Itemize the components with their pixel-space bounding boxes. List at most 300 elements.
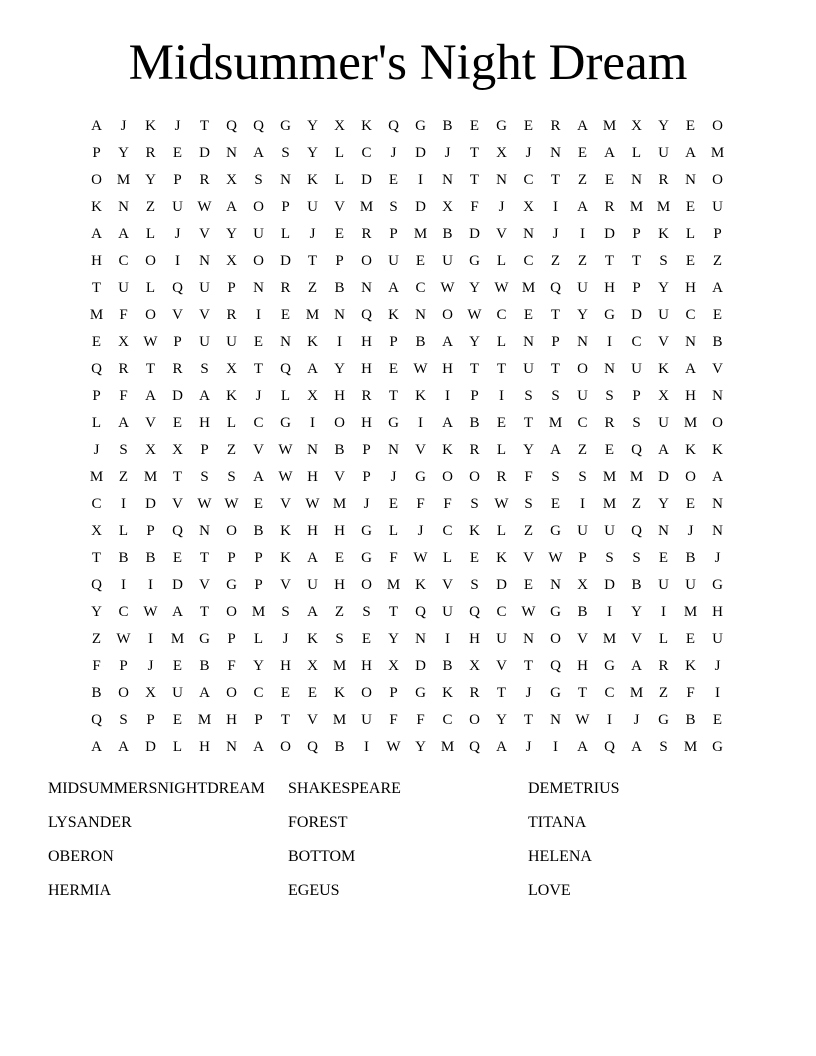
grid-letter: Q [469,604,480,620]
grid-letter: K [280,523,291,539]
grid-letter: A [550,442,561,458]
grid-letter: W [467,307,482,323]
grid-letter: S [200,469,209,485]
grid-letter: L [658,631,669,647]
grid-letter: S [389,199,398,215]
grid-letter: O [442,469,453,485]
grid-letter: C [361,145,372,161]
grid-letter: E [388,172,399,188]
page-title: Midsummer's Night Dream [128,35,688,91]
grid-letter: U [496,631,507,647]
grid-letter: P [632,388,641,404]
grid-letter: T [496,685,507,701]
grid-letter: Y [253,658,264,674]
grid-letter: O [442,307,453,323]
grid-letter: P [362,442,371,458]
grid-letter: E [172,415,183,431]
grid-letter: T [199,604,210,620]
grid-letter: J [309,226,316,242]
grid-letter: Y [658,496,669,512]
grid-letter: O [145,253,156,269]
grid-letter: H [361,415,372,431]
grid-letter: U [253,226,264,242]
grid-letter: S [281,145,290,161]
grid-letter: Y [91,604,102,620]
grid-letter: C [442,523,453,539]
grid-letter: M [521,280,536,296]
grid-letter: U [226,334,237,350]
grid-letter: W [521,604,536,620]
grid-letter: A [307,550,318,566]
grid-letter: K [361,118,372,134]
grid-letter: N [523,631,534,647]
grid-letter: E [523,118,534,134]
grid-letter: C [523,172,534,188]
grid-letter: A [91,118,102,134]
grid-letter: D [145,496,156,512]
grid-letter: N [226,145,237,161]
grid-letter: M [440,739,455,755]
grid-letter: H [226,712,237,728]
grid-row [83,437,733,464]
grid-letter: O [361,685,372,701]
grid-letter: S [524,496,533,512]
grid-letter: I [256,307,261,323]
grid-letter: Q [91,712,102,728]
grid-letter: R [604,199,615,215]
grid-letter: T [280,712,291,728]
grid-letter: G [658,712,669,728]
grid-letter: M [683,415,698,431]
grid-letter: J [525,145,532,161]
grid-letter: H [577,658,588,674]
grid-letter: G [604,658,615,674]
grid-letter: D [658,469,669,485]
grid-letter: R [658,658,669,674]
grid-letter: E [604,442,615,458]
grid-letter: T [577,685,588,701]
grid-letter: T [631,253,642,269]
grid-letter: B [469,415,480,431]
grid-letter: Y [658,280,669,296]
grid-letter: V [712,361,723,377]
grid-letter: D [280,253,291,269]
grid-letter: D [469,226,480,242]
grid-letter: S [659,739,668,755]
grid-letter: K [442,442,453,458]
grid-letter: M [305,307,320,323]
grid-letter: G [550,523,561,539]
grid-letter: H [334,523,345,539]
grid-letter: B [253,523,264,539]
grid-letter: B [145,550,156,566]
grid-letter: B [712,334,723,350]
grid-letter: J [363,496,370,512]
grid-letter: Q [91,361,102,377]
grid-letter: D [145,739,156,755]
grid-letter: F [227,658,236,674]
grid-letter: S [551,469,560,485]
grid-letter: M [629,469,644,485]
grid-letter: F [92,658,101,674]
grid-letter: G [415,685,426,701]
grid-letter: R [604,415,615,431]
grid-letter: H [685,280,696,296]
grid-letter: U [442,604,453,620]
grid-letter: B [415,334,426,350]
grid-letter: W [116,631,131,647]
grid-letter: L [172,739,183,755]
grid-letter: M [332,712,347,728]
grid-letter: P [146,712,155,728]
grid-letter: B [631,577,642,593]
grid-letter: S [281,604,290,620]
grid-letter: P [389,334,398,350]
grid-letter: O [550,631,561,647]
grid-letter: I [607,334,612,350]
grid-letter: P [470,388,479,404]
grid-letter: I [418,172,423,188]
grid-letter: O [226,604,237,620]
grid-letter: H [91,253,102,269]
grid-letter: O [469,712,480,728]
grid-letter: Q [415,604,426,620]
grid-letter: M [386,577,401,593]
grid-letter: F [389,550,398,566]
grid-letter: E [550,496,561,512]
grid-letter: R [658,172,669,188]
grid-letter: B [118,550,129,566]
grid-letter: E [280,307,291,323]
grid-letter: G [280,415,291,431]
grid-letter: K [685,658,696,674]
grid-letter: Y [307,145,318,161]
grid-letter: A [91,739,102,755]
grid-letter: N [226,739,237,755]
grid-letter: U [388,253,399,269]
grid-letter: L [280,226,291,242]
grid-letter: Z [145,199,156,215]
grid-letter: E [253,496,264,512]
grid-letter: U [712,199,723,215]
grid-letter: B [685,550,696,566]
grid-letter: J [147,658,154,674]
grid-letter: V [280,577,291,593]
grid-letter: V [172,496,183,512]
grid-letter: S [470,496,479,512]
grid-letter: K [658,361,669,377]
grid-letter: P [335,253,344,269]
grid-letter: V [145,415,156,431]
grid-letter: K [496,550,507,566]
grid-letter: K [91,199,102,215]
grid-letter: Q [631,442,642,458]
grid-letter: I [121,577,126,593]
grid-letter: K [415,388,426,404]
grid-letter: R [361,226,372,242]
grid-letter: R [361,388,372,404]
grid-letter: M [170,631,185,647]
grid-letter: G [469,253,480,269]
grid-letter: X [226,361,237,377]
grid-letter: K [388,307,399,323]
grid-letter: A [388,280,399,296]
grid-letter: E [415,253,426,269]
grid-letter: P [254,712,263,728]
grid-letter: A [199,388,210,404]
grid-letter: E [280,685,291,701]
grid-letter: R [199,172,210,188]
grid-letter: T [307,253,318,269]
grid-letter: B [334,280,345,296]
grid-letter: J [255,388,262,404]
grid-letter: S [119,442,128,458]
grid-letter: J [282,631,289,647]
grid-letter: D [172,577,183,593]
grid-letter: V [199,577,210,593]
grid-letter: X [496,145,507,161]
grid-letter: H [334,388,345,404]
grid-letter: D [361,172,372,188]
grid-letter: P [389,226,398,242]
grid-letter: S [362,604,371,620]
grid-letter: B [442,226,453,242]
grid-letter: M [602,496,617,512]
grid-letter: V [199,307,210,323]
grid-letter: V [577,631,588,647]
grid-letter: Q [550,658,561,674]
grid-letter: W [494,496,509,512]
grid-row [83,734,733,761]
grid-letter: I [499,388,504,404]
grid-letter: J [714,658,721,674]
grid-letter: U [712,631,723,647]
grid-letter: L [496,253,507,269]
grid-letter: V [307,712,318,728]
grid-letter: J [444,145,451,161]
grid-letter: A [631,658,642,674]
grid-letter: O [226,523,237,539]
grid-letter: C [442,712,453,728]
grid-letter: S [578,469,587,485]
grid-letter: I [580,226,585,242]
grid-letter: A [307,361,318,377]
grid-letter: O [145,307,156,323]
grid-letter: F [416,712,425,728]
grid-letter: A [496,739,507,755]
grid-letter: Q [280,361,291,377]
grid-letter: E [172,550,183,566]
grid-row [83,599,733,626]
grid-row [83,275,733,302]
grid-letter: M [332,658,347,674]
grid-row [83,329,733,356]
grid-letter: E [685,496,696,512]
grid-letter: I [553,199,558,215]
grid-letter: Y [469,280,480,296]
grid-letter: M [332,496,347,512]
grid-row [83,113,733,140]
grid-letter: P [254,577,263,593]
grid-letter: M [656,199,671,215]
grid-letter: J [93,442,100,458]
grid-letter: T [388,604,399,620]
grid-letter: J [390,469,397,485]
grid-letter: T [523,658,534,674]
grid-letter: N [550,712,561,728]
grid-letter: T [550,361,561,377]
grid-letter: Q [388,118,399,134]
grid-letter: U [118,280,129,296]
grid-letter: T [550,307,561,323]
grid-letter: X [469,658,480,674]
grid-letter: H [442,361,453,377]
grid-letter: O [253,253,264,269]
grid-letter: L [496,523,507,539]
grid-letter: S [335,631,344,647]
grid-letter: F [686,685,695,701]
grid-letter: A [712,280,723,296]
grid-letter: O [712,172,723,188]
grid-row [83,545,733,572]
grid-letter: N [712,388,723,404]
grid-letter: P [119,658,128,674]
grid-letter: S [200,361,209,377]
grid-letter: R [550,118,561,134]
grid-letter: B [91,685,102,701]
grid-letter: H [361,361,372,377]
grid-letter: T [145,361,156,377]
grid-letter: K [469,523,480,539]
grid-row [83,518,733,545]
grid-letter: W [548,550,563,566]
grid-letter: E [685,631,696,647]
grid-letter: P [227,631,236,647]
grid-letter: F [524,469,533,485]
grid-letter: I [607,712,612,728]
grid-letter: G [415,469,426,485]
grid-letter: W [278,469,293,485]
grid-letter: M [197,712,212,728]
grid-letter: E [253,334,264,350]
word-list-item: HELENA [528,848,592,865]
grid-letter: N [685,334,696,350]
grid-letter: G [712,739,723,755]
grid-letter: G [712,577,723,593]
grid-letter: Y [523,442,534,458]
word-list-item: BOTTOM [288,848,356,865]
grid-letter: A [145,388,156,404]
grid-letter: X [307,388,318,404]
grid-letter: P [254,550,263,566]
grid-letter: U [685,577,696,593]
grid-letter: O [712,118,723,134]
grid-letter: P [362,469,371,485]
grid-letter: P [92,145,101,161]
grid-letter: N [523,334,534,350]
grid-letter: A [631,739,642,755]
grid-letter: B [442,658,453,674]
grid-letter: Y [658,118,669,134]
grid-letter: L [496,334,507,350]
grid-letter: F [416,496,425,512]
grid-letter: R [469,685,480,701]
grid-letter: J [633,712,640,728]
grid-letter: G [415,118,426,134]
grid-letter: X [388,658,399,674]
grid-letter: O [577,361,588,377]
grid-letter: W [440,280,455,296]
letter-grid [83,113,733,761]
grid-letter: M [548,415,563,431]
grid-letter: J [525,685,532,701]
grid-letter: H [307,523,318,539]
grid-letter: S [119,712,128,728]
grid-letter: V [253,442,264,458]
grid-letter: D [604,577,615,593]
grid-letter: O [91,172,102,188]
grid-letter: C [604,685,615,701]
grid-letter: T [172,469,183,485]
grid-letter: T [469,145,480,161]
grid-letter: Y [118,145,129,161]
grid-letter: E [388,361,399,377]
grid-letter: N [604,361,615,377]
grid-letter: G [496,118,507,134]
grid-letter: T [91,280,102,296]
grid-letter: G [388,415,399,431]
grid-letter: C [118,604,129,620]
grid-letter: P [227,280,236,296]
grid-letter: F [119,307,128,323]
grid-letter: V [523,550,534,566]
grid-letter: U [307,199,318,215]
grid-letter: N [388,442,399,458]
grid-letter: T [469,361,480,377]
grid-letter: C [253,415,264,431]
grid-letter: J [498,199,505,215]
grid-letter: H [280,658,291,674]
grid-letter: O [361,577,372,593]
grid-letter: K [334,685,345,701]
grid-letter: C [253,685,264,701]
grid-letter: M [413,226,428,242]
grid-letter: I [121,496,126,512]
word-list-item: TITANA [528,814,587,831]
grid-letter: D [496,577,507,593]
grid-letter: H [604,280,615,296]
grid-letter: K [712,442,723,458]
grid-letter: O [280,739,291,755]
grid-letter: A [307,604,318,620]
grid-letter: V [199,226,210,242]
grid-letter: P [281,199,290,215]
grid-letter: K [280,550,291,566]
grid-letter: Y [631,604,642,620]
grid-letter: Z [658,685,669,701]
grid-letter: H [361,658,372,674]
grid-letter: K [442,685,453,701]
grid-letter: B [199,658,210,674]
grid-letter: F [389,712,398,728]
grid-letter: P [173,334,182,350]
grid-letter: P [227,550,236,566]
grid-letter: R [226,307,237,323]
grid-letter: J [417,523,424,539]
grid-letter: I [580,496,585,512]
grid-letter: M [143,469,158,485]
grid-letter: X [658,388,669,404]
